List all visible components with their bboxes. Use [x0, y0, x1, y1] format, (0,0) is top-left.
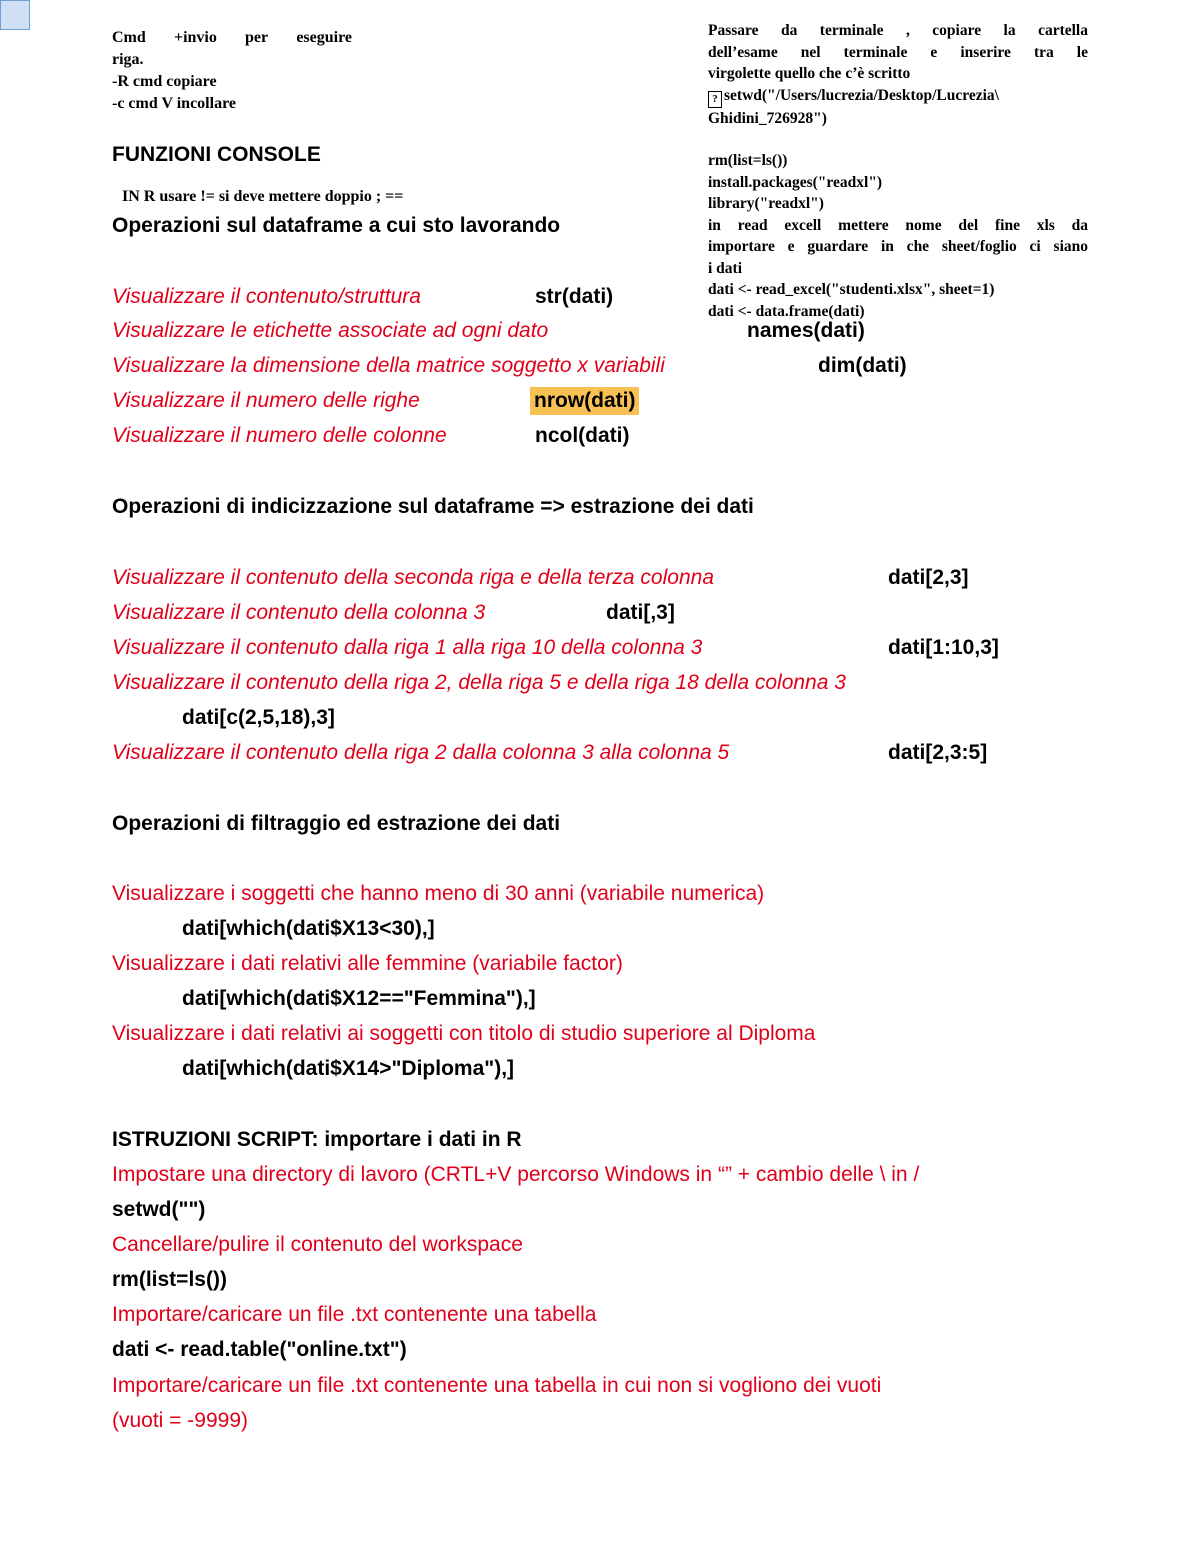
- terminal-line-10: importare e guardare in che sheet/foglio ci siano: [708, 238, 1088, 255]
- op-desc: Visualizzare il contenuto della seconda riga e della terza colonna: [112, 566, 714, 589]
- page-corner-marker: [0, 0, 30, 30]
- op-desc: Importare/caricare un file .txt contenente una tabella: [112, 1303, 597, 1326]
- word: +invio: [173, 29, 217, 46]
- op-desc-continued: (vuoti = -9999): [112, 1409, 248, 1432]
- terminal-line-7: install.packages("readxl"): [708, 173, 883, 191]
- equality-note: IN R usare != si deve mettere doppio ; ==: [122, 188, 404, 205]
- terminal-line-12: dati <- read_excel("studenti.xlsx", sheet=1): [708, 281, 995, 298]
- op-code: dati[which(dati$X12=="Femmina"),]: [182, 987, 536, 1010]
- op-code: dati[c(2,5,18),3]: [182, 706, 335, 729]
- terminal-line-13: dati <- data.frame(dati): [708, 302, 865, 320]
- op-code: dati[2,3]: [888, 566, 969, 589]
- op-desc: Visualizzare i soggetti che hanno meno di 30 anni (variabile numerica): [112, 882, 765, 905]
- terminal-line-9: in read excell mettere nome del fine xls da: [708, 216, 1088, 234]
- op-desc: Visualizzare il contenuto della riga 2 dalla colonna 3 alla colonna 5: [112, 741, 730, 764]
- op-code: dati[which(dati$X14>"Diploma"),]: [182, 1057, 515, 1080]
- op-desc: Visualizzare il numero delle colonne: [112, 424, 447, 447]
- op-desc: Visualizzare il contenuto della riga 2, della riga 5 e della riga 18 della colonna 3: [112, 671, 846, 694]
- op-code: dati[2,3:5]: [888, 741, 988, 764]
- op-desc: Visualizzare i dati relativi ai soggetti con titolo di studio superiore al Diploma: [112, 1022, 816, 1045]
- op-code: dati[which(dati$X13<30),]: [182, 917, 435, 940]
- terminal-line-4: [708, 85, 1088, 108]
- terminal-line-5: Ghidini_726928"): [708, 109, 827, 127]
- console-heading: FUNZIONI CONSOLE: [112, 143, 321, 166]
- op-desc: Visualizzare i dati relativi alle femmine (variabile factor): [112, 952, 623, 975]
- shortcut-line-1: [112, 27, 352, 49]
- terminal-line-3: virgolette quello che c’è scritto: [708, 65, 911, 82]
- indexing-title: Operazioni di indicizzazione sul dataframe => estrazione dei dati: [112, 495, 754, 518]
- op-desc: Visualizzare la dimensione della matrice soggetto x variabili: [112, 354, 665, 377]
- word: per: [245, 29, 269, 46]
- op-desc: Visualizzare il contenuto della colonna 3: [112, 601, 486, 624]
- op-code: setwd(""): [112, 1198, 206, 1221]
- terminal-line-8: library("readxl"): [708, 195, 824, 212]
- op-code: dati[,3]: [606, 601, 675, 624]
- terminal-line-2: dell’esame nel terminale e inserire tra le: [708, 43, 1088, 61]
- op-desc: Cancellare/pulire il contenuto del workspace: [112, 1233, 523, 1256]
- word: eseguire: [296, 29, 352, 46]
- op-desc: Importare/caricare un file .txt contenente una tabella in cui non si vogliono dei vuoti: [112, 1374, 882, 1397]
- terminal-notes: [708, 20, 1088, 322]
- op-desc: Visualizzare il numero delle righe: [112, 389, 420, 412]
- op-code: ncol(dati): [535, 424, 630, 447]
- shortcut-line-3: -R cmd copiare: [112, 73, 217, 90]
- terminal-line-11: i dati: [708, 259, 743, 277]
- op-code-highlighted: nrow(dati): [530, 387, 639, 415]
- op-code: rm(list=ls()): [112, 1268, 227, 1291]
- op-code: names(dati): [747, 319, 865, 342]
- shortcut-line-2: riga.: [112, 51, 144, 68]
- op-code: dati <- read.table("online.txt"): [112, 1338, 407, 1361]
- script-title: ISTRUZIONI SCRIPT: importare i dati in R: [112, 1128, 522, 1151]
- filtering-title: Operazioni di filtraggio ed estrazione dei dati: [112, 812, 561, 835]
- dataframe-ops-title: Operazioni sul dataframe a cui sto lavorando: [112, 214, 561, 237]
- op-code: str(dati): [535, 285, 614, 308]
- shortcut-line-4: -c cmd V incollare: [112, 95, 236, 112]
- terminal-line-6: rm(list=ls()): [708, 152, 788, 169]
- word: Cmd: [112, 29, 146, 46]
- op-desc: Visualizzare il contenuto/struttura: [112, 285, 421, 308]
- op-desc: Visualizzare il contenuto dalla riga 1 alla riga 10 della colonna 3: [112, 636, 703, 659]
- missing-glyph-icon: ?: [708, 91, 722, 108]
- op-code: dim(dati): [818, 354, 907, 377]
- op-desc: Impostare una directory di lavoro (CRTL+V percorso Windows in “” + cambio delle \ in /: [112, 1163, 920, 1186]
- setwd-path: setwd("/Users/lucrezia/Desktop/Lucrezia\: [724, 86, 999, 104]
- shortcut-notes: [112, 27, 352, 115]
- op-code: dati[1:10,3]: [888, 636, 999, 659]
- op-desc: Visualizzare le etichette associate ad ogni dato: [112, 319, 549, 342]
- terminal-line-1: Passare da terminale , copiare la cartella: [708, 22, 1088, 39]
